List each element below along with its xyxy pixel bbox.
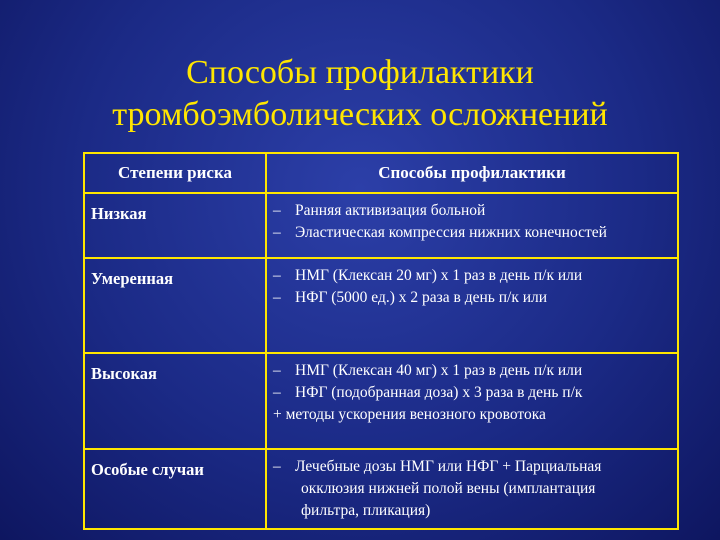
- risk-level-cell: Умеренная: [84, 258, 266, 353]
- methods-cell: [266, 353, 678, 449]
- method-text: фильтра, пликация): [301, 502, 431, 519]
- header-prophylaxis-methods: Способы профилактики: [266, 153, 678, 193]
- method-line: [273, 287, 673, 309]
- dash-bullet: –: [273, 202, 281, 219]
- method-line: [273, 456, 673, 478]
- method-text: НМГ (Клексан 40 мг) х 1 раз в день п/к или: [295, 362, 583, 379]
- method-line: [273, 222, 673, 244]
- header-risk-level: Степени риска: [84, 153, 266, 193]
- method-text: НФГ (5000 ед.) х 2 раза в день п/к или: [295, 289, 548, 306]
- dash-bullet: –: [273, 384, 281, 401]
- dash-bullet: –: [273, 289, 281, 306]
- slide-title-line-2: тромбоэмболических осложнений: [112, 96, 608, 133]
- dash-bullet: –: [273, 224, 281, 241]
- methods-cell: [266, 449, 678, 529]
- table-row: [84, 193, 678, 258]
- method-line: [273, 478, 673, 500]
- table-row: [84, 449, 678, 529]
- method-line: [273, 404, 673, 426]
- table-row: [84, 258, 678, 353]
- prophylaxis-table: [83, 152, 679, 530]
- method-line: [273, 360, 673, 382]
- table-header-row: [84, 153, 678, 193]
- method-line: [273, 265, 673, 287]
- dash-bullet: –: [273, 362, 281, 379]
- table-row: [84, 353, 678, 449]
- method-line: [273, 500, 673, 522]
- method-line: [273, 382, 673, 404]
- method-text: НМГ (Клексан 20 мг) х 1 раз в день п/к или: [295, 267, 583, 284]
- methods-cell: [266, 258, 678, 353]
- method-text: Ранняя активизация больной: [295, 202, 486, 219]
- method-text: + методы ускорения венозного кровотока: [273, 406, 546, 423]
- method-line: [273, 200, 673, 222]
- risk-level-cell: Низкая: [84, 193, 266, 258]
- method-text: НФГ (подобранная доза) х 3 раза в день п/к: [295, 384, 583, 401]
- dash-bullet: –: [273, 458, 281, 475]
- methods-cell: [266, 193, 678, 258]
- method-text: окклюзия нижней полой вены (имплантация: [301, 480, 596, 497]
- risk-level-cell: Высокая: [84, 353, 266, 449]
- slide-title-line-1: Способы профилактики: [186, 54, 534, 91]
- method-text: Эластическая компрессия нижних конечностей: [295, 224, 607, 241]
- method-text: Лечебные дозы НМГ или НФГ + Парциальная: [295, 458, 602, 475]
- risk-level-cell: Особые случаи: [84, 449, 266, 529]
- dash-bullet: –: [273, 267, 281, 284]
- slide-title: [0, 52, 720, 136]
